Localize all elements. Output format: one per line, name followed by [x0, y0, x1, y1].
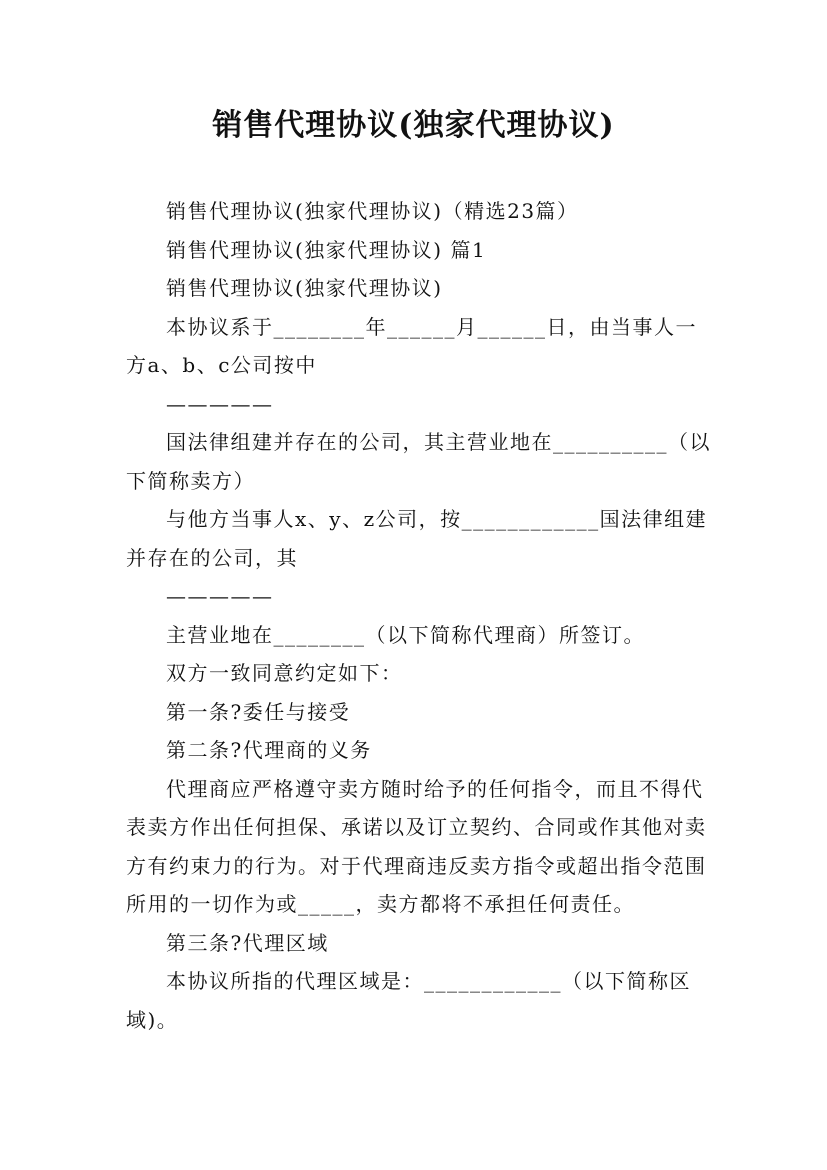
paragraph-agent-party: 与他方当事人x、y、z公司，按____________国法律组建并存在的公司，其 — [126, 507, 708, 570]
document-title: 销售代理协议(独家代理协议) — [212, 108, 615, 143]
paragraph-seller-info: 国法律组建并存在的公司，其主营业地在__________（以下简称卖方） — [126, 430, 711, 493]
paragraph-agreement-date: 本协议系于________年______月______日，由当事人一方a、b、c公司按中 — [126, 314, 697, 377]
paragraph-agreement-intro: 双方一致同意约定如下： — [166, 661, 403, 685]
clause-heading-3: 第三条?代理区域 — [166, 930, 329, 955]
paragraph-dash-line: ————— — [166, 391, 274, 416]
clause-3-body: 本协议所指的代理区域是：____________（以下简称区域)。 — [126, 969, 691, 1032]
document-body — [126, 192, 711, 1039]
paragraph-dash-line: ————— — [166, 584, 274, 608]
clause-heading-2: 第二条?代理商的义务 — [166, 738, 372, 762]
paragraph-agent-location: 主营业地在________（以下简称代理商）所签订。 — [166, 622, 645, 647]
paragraph-agreement-name: 销售代理协议(独家代理协议) — [166, 276, 443, 300]
clause-heading-1: 第一条?委任与接受 — [166, 699, 351, 724]
paragraph-collection-title: 销售代理协议(独家代理协议)（精选23篇） — [166, 199, 579, 223]
clause-2-body: 代理商应严格遵守卖方随时给予的任何指令，而且不得代表卖方作出任何担保、承诺以及订立契约、合同或作其他对卖方有约束力的行为。对于代理商违反卖方指令或超出指令范围所用的一切作为或_____，卖方都将不承担任何责任。 — [126, 776, 707, 916]
paragraph-article-heading: 销售代理协议(独家代理协议) 篇1 — [166, 237, 487, 262]
